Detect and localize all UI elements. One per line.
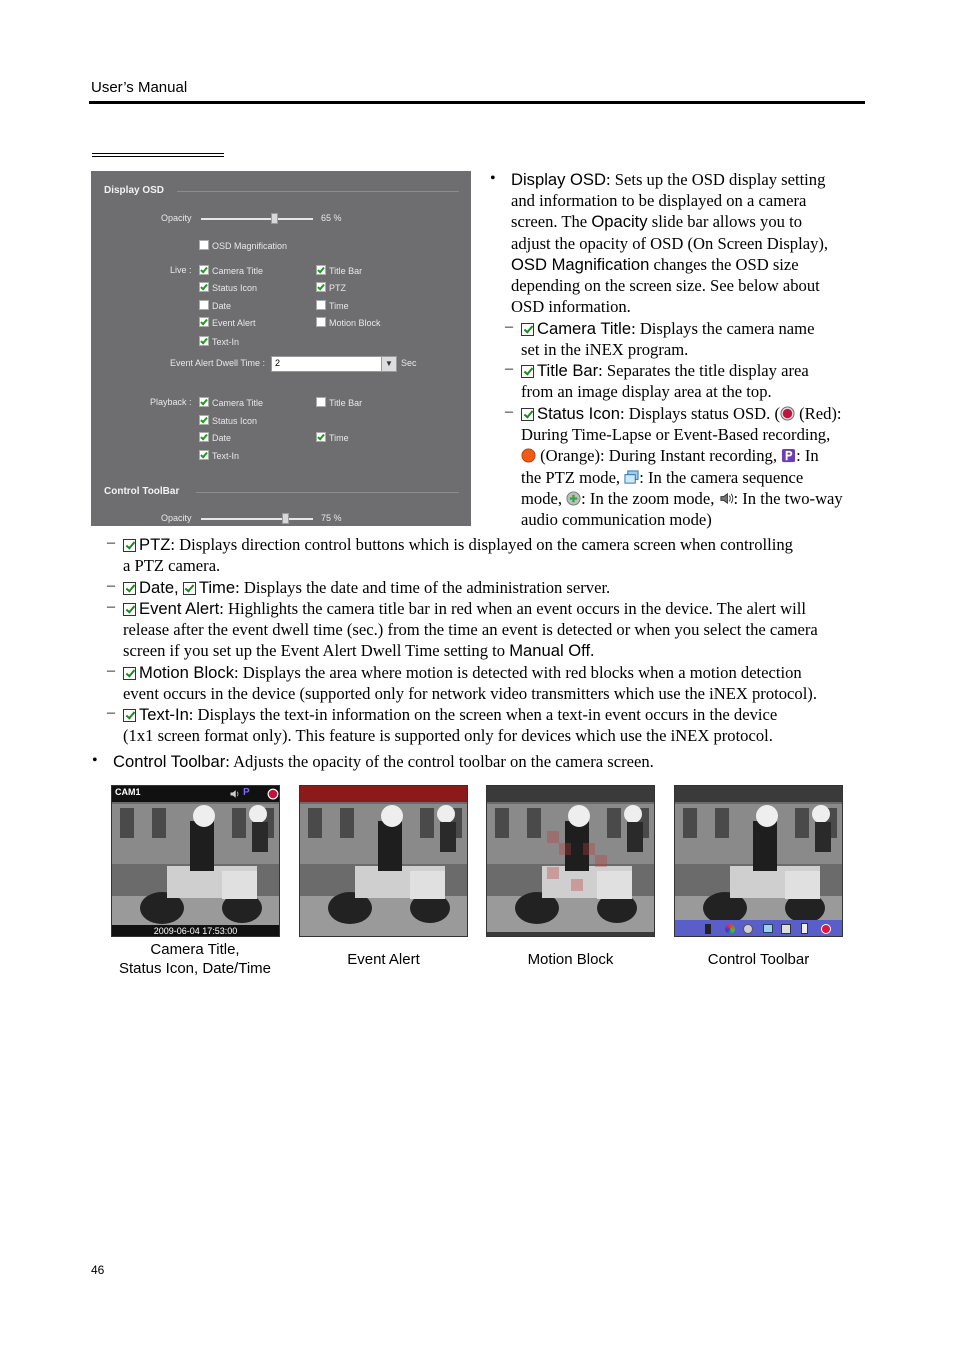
dash: – [107,662,115,679]
toolbar-opacity-slider-handle[interactable] [282,513,289,524]
dwell-time-unit: Sec [401,358,417,368]
caption-control-toolbar: Control Toolbar [707,951,810,968]
live-title-bar-checkbox[interactable]: Title Bar [316,265,362,276]
color-wheel-icon[interactable] [725,924,735,934]
status-icon-paragraph: Status Icon: Displays status OSD. ( (Red): During Time-Lapse or Event-Based recording, (Orange): During Instant recording, : In the PTZ mode, : In the camera sequence mode, : In the zoom mode, : In the two-way audio communication mode) [521,404,843,530]
caption-motion-block: Motion Block [527,951,614,968]
live-text-in-checkbox[interactable]: Text-In [199,336,239,347]
checkbox-checked-icon [123,603,136,616]
dash: – [505,403,513,420]
camera-scene-image [300,786,468,937]
running-header: User’s Manual [91,79,188,96]
caption-camera-title: Camera Title, Status Icon, Date/Time [118,941,271,977]
dash: – [505,360,513,377]
playback-title-bar-checkbox[interactable]: Title Bar [316,397,362,408]
display-osd-heading: Display OSD [104,185,165,196]
playback-label: Playback : [150,397,192,407]
opacity-slider-handle[interactable] [271,213,278,224]
camera-scene-image [487,786,655,937]
heading-divider [196,492,459,493]
playback-date-checkbox[interactable]: Date [199,432,231,443]
checkbox-checked[interactable] [316,282,326,292]
dash: – [107,598,115,615]
playback-text-in-checkbox[interactable]: Text-In [199,450,239,461]
checkbox-checked-icon [123,582,136,595]
checkbox-unchecked[interactable] [316,317,326,327]
bullet: • [490,170,496,187]
checkbox-unchecked[interactable] [199,300,209,310]
live-date-checkbox[interactable]: Date [199,300,231,311]
thumbnail-camera-title [111,785,280,937]
speaker-icon[interactable] [781,924,791,934]
control-toolbar-heading: Control ToolBar [104,486,180,497]
event-alert-paragraph: Event Alert: Highlights the camera title bar in red when an event occurs in the device. The alert will release after the event dwell time (sec.) from the time an event is detected or when you select the camera screen if you set up the Event Alert Dwell Time setting to Manual Off. [123,599,818,661]
ptz-p-icon: P [243,787,250,798]
checkbox-unchecked[interactable] [199,240,209,250]
speaker-icon [719,491,734,506]
osd-magnification-checkbox[interactable]: OSD Magnification [199,240,287,251]
checkbox-checked[interactable] [199,432,209,442]
checkbox-checked[interactable] [199,415,209,425]
live-label: Live : [170,265,192,275]
date-time-paragraph: Date, Time: Displays the date and time of the administration server. [123,577,868,598]
title-bar-paragraph: Title Bar: Separates the title display area from an image display area at the top. [521,361,809,402]
section-rule [92,153,224,157]
checkbox-checked-icon [521,323,534,336]
checkbox-checked-icon [123,709,136,722]
checkbox-checked[interactable] [199,282,209,292]
osd-timestamp: 2009-06-04 17:53:00 [153,926,238,936]
live-camera-title-checkbox[interactable]: Camera Title [199,265,263,276]
checkbox-checked[interactable] [199,317,209,327]
speaker-icon [229,788,241,800]
chevron-down-icon[interactable]: ▼ [381,357,396,371]
zoom-plus-icon [566,491,581,506]
live-time-checkbox[interactable]: Time [316,300,349,311]
control-toolbar-strip [675,920,843,937]
dwell-time-dropdown[interactable] [271,356,397,372]
osd-title-bar [487,786,655,802]
checkbox-unchecked[interactable] [316,397,326,407]
record-red-icon [267,788,279,800]
display-osd-settings-panel [91,171,471,526]
dwell-time-label: Event Alert Dwell Time : [170,358,266,368]
checkbox-checked[interactable] [199,336,209,346]
dwell-time-value: 2 [275,358,281,368]
toolbar-opacity-label: Opacity [161,513,192,523]
checkbox-checked[interactable] [199,397,209,407]
opacity-term: Opacity [591,212,648,232]
thumbnail-control-toolbar [674,785,843,937]
sequence-windows-icon [624,470,639,485]
motion-block-paragraph: Motion Block: Displays the area where motion is detected with red blocks when a motion detection event occurs in the device (supported only for network video transmitters which use the iNEX protocol). [123,663,817,704]
checkbox-checked-icon [123,667,136,680]
microphone-icon[interactable] [801,923,808,934]
opacity-slider[interactable] [201,218,313,220]
playback-time-checkbox[interactable]: Time [316,432,349,443]
person-icon[interactable] [705,924,711,934]
osd-magnification-term: OSD Magnification [511,254,650,274]
live-event-alert-checkbox[interactable]: Event Alert [199,317,256,328]
display-osd-term: Display OSD [511,170,606,189]
alert-title-bar [300,786,468,802]
record-orange-icon [521,448,536,463]
osd-camera-title: CAM1 [115,787,141,797]
opacity-label: Opacity [161,213,192,223]
ptz-paragraph: PTZ: Displays direction control buttons which is displayed on the camera screen when controlling a PTZ camera. [123,535,793,576]
thumbnail-motion-block [486,785,655,937]
live-motion-block-checkbox[interactable]: Motion Block [316,317,381,328]
display-osd-paragraph: Display OSD: Sets up the OSD display setting and information to be displayed on a camera screen. The Opacity slide bar allows you to adjust the opacity of OSD (On Screen Display), OSD Magnification changes the OSD size depending on the screen size. See below about OSD information. [511,170,829,317]
camera-title-paragraph: Camera Title: Displays the camera name set in the iNEX program. [521,319,815,360]
page-number: 46 [91,1263,105,1277]
dash: – [107,704,115,721]
caption-event-alert: Event Alert [347,951,420,968]
bullet: • [92,752,98,769]
checkbox-checked[interactable] [316,265,326,275]
toolbar-opacity-value: 75 % [321,513,342,523]
toolbar-opacity-slider[interactable] [201,518,313,520]
camera-scene-image [675,786,843,937]
record-red-icon[interactable] [821,924,831,934]
camera-scene-image [112,786,280,937]
ptz-p-icon [781,448,796,463]
checkbox-checked[interactable] [199,450,209,460]
opacity-value: 65 % [321,213,342,223]
thumbnail-event-alert [299,785,468,937]
checkbox-unchecked[interactable] [316,300,326,310]
sequence-icon[interactable] [763,924,773,933]
control-toolbar-paragraph: Control Toolbar: Adjusts the opacity of the control toolbar on the camera screen. [113,752,654,771]
checkbox-checked-icon [521,365,534,378]
checkbox-checked[interactable] [199,265,209,275]
playback-status-icon-checkbox[interactable]: Status Icon [199,415,257,426]
heading-divider [177,191,459,192]
osd-bottom-bar [487,932,655,937]
live-status-icon-checkbox[interactable]: Status Icon [199,282,257,293]
zoom-icon[interactable] [743,924,753,934]
dash: – [107,577,115,594]
live-ptz-checkbox[interactable]: PTZ [316,282,346,293]
checkbox-checked-icon [123,539,136,552]
checkbox-checked-icon [183,582,196,595]
checkbox-checked[interactable] [316,432,326,442]
dash: – [107,534,115,551]
text-in-paragraph: Text-In: Displays the text-in information on the screen when a text-in event occurs in the device (1x1 screen format only). This feature is supported only for devices which use the iNEX protocol. [123,705,778,746]
record-red-icon [780,406,795,421]
header-rule [89,101,865,104]
checkbox-checked-icon [521,408,534,421]
osd-title-bar [675,786,843,802]
playback-camera-title-checkbox[interactable]: Camera Title [199,397,263,408]
dash: – [505,318,513,335]
